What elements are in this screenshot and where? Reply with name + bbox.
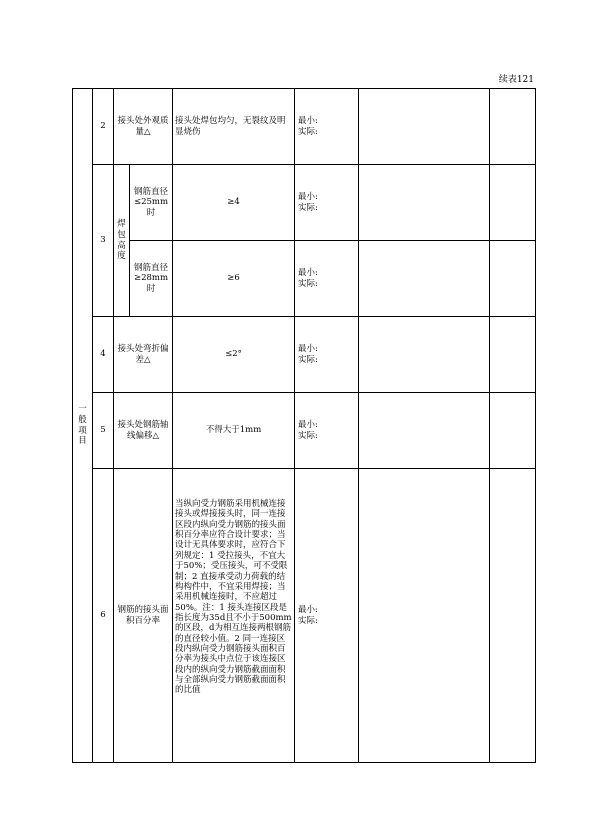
record-cell[interactable] bbox=[359, 241, 490, 317]
table-row bbox=[73, 241, 536, 317]
inspection-table bbox=[72, 88, 536, 763]
measure-cell bbox=[295, 241, 359, 317]
table-row bbox=[73, 89, 536, 165]
min-label: 最小: bbox=[298, 267, 318, 278]
result-cell[interactable] bbox=[490, 393, 536, 469]
record-cell[interactable] bbox=[359, 165, 490, 241]
item-name-vertical bbox=[114, 165, 130, 317]
actual-label: 实际: bbox=[298, 278, 318, 289]
sub-item-label: 钢筋直径≥28mm时 bbox=[130, 241, 173, 317]
actual-label: 实际: bbox=[298, 615, 318, 626]
min-label: 最小: bbox=[298, 604, 318, 615]
item-name: 焊包高度 bbox=[117, 219, 126, 262]
requirement-cell: ≤2° bbox=[173, 317, 295, 393]
actual-label: 实际: bbox=[298, 430, 318, 441]
requirement-cell: 不得大于1mm bbox=[173, 393, 295, 469]
requirement-cell: 当纵向受力钢筋采用机械连接接头或焊接接头时，同一连接区段内纵向受力钢筋的接头面积百分率应符合设计要求；当设计无具体要求时，应符合下列规定：1 受拉接头，不宜大于50%；受压接头，可不受限制；2 直接承受动力荷载的结构构件中，不宜采用焊接；当采用机械连接时，不应超过50%。注：1 接头连接区段是指长度为35d且不小于500mm的区段，d为相互连接两根钢筋的直径较小值。2 同一连接区段内纵向受力钢筋接头面积百分率为接头中点位于该连接区段内的纵向受力钢筋截面面积与全部纵向受力钢筋截面面积的比值 bbox=[173, 469, 295, 763]
sub-item-label: 钢筋直径≤25mm时 bbox=[130, 165, 173, 241]
result-cell[interactable] bbox=[490, 469, 536, 763]
result-cell[interactable] bbox=[490, 317, 536, 393]
requirement-cell: 接头处焊包均匀，无裂纹及明显烧伤 bbox=[173, 89, 295, 165]
table-row bbox=[73, 165, 536, 241]
record-cell[interactable] bbox=[359, 317, 490, 393]
actual-label: 实际: bbox=[298, 202, 318, 213]
continuation-label: 续表121 bbox=[498, 75, 534, 85]
min-label: 最小: bbox=[298, 419, 318, 430]
category-label: 一般项目 bbox=[78, 404, 87, 447]
actual-label: 实际: bbox=[298, 126, 318, 137]
row-index: 3 bbox=[93, 165, 114, 317]
measure-cell bbox=[295, 469, 359, 763]
row-index: 5 bbox=[93, 393, 114, 469]
min-label: 最小: bbox=[298, 343, 318, 354]
requirement-cell: ≥6 bbox=[173, 241, 295, 317]
record-cell[interactable] bbox=[359, 89, 490, 165]
min-label: 最小: bbox=[298, 115, 318, 126]
min-label: 最小: bbox=[298, 191, 318, 202]
table-row bbox=[73, 317, 536, 393]
item-name: 接头处钢筋轴线偏移△ bbox=[114, 393, 173, 469]
actual-label: 实际: bbox=[298, 354, 318, 365]
category-cell bbox=[73, 89, 93, 763]
measure-cell bbox=[295, 393, 359, 469]
item-name: 接头处外观质量△ bbox=[114, 89, 173, 165]
row-index: 6 bbox=[93, 469, 114, 763]
table-row bbox=[73, 393, 536, 469]
record-cell[interactable] bbox=[359, 393, 490, 469]
measure-cell bbox=[295, 317, 359, 393]
result-cell[interactable] bbox=[490, 241, 536, 317]
measure-cell bbox=[295, 165, 359, 241]
result-cell[interactable] bbox=[490, 89, 536, 165]
result-cell[interactable] bbox=[490, 165, 536, 241]
row-index: 2 bbox=[93, 89, 114, 165]
measure-cell bbox=[295, 89, 359, 165]
row-index: 4 bbox=[93, 317, 114, 393]
table-row bbox=[73, 469, 536, 763]
item-name: 接头处弯折偏差△ bbox=[114, 317, 173, 393]
requirement-cell: ≥4 bbox=[173, 165, 295, 241]
record-cell[interactable] bbox=[359, 469, 490, 763]
item-name: 钢筋的接头面积百分率 bbox=[114, 469, 173, 763]
